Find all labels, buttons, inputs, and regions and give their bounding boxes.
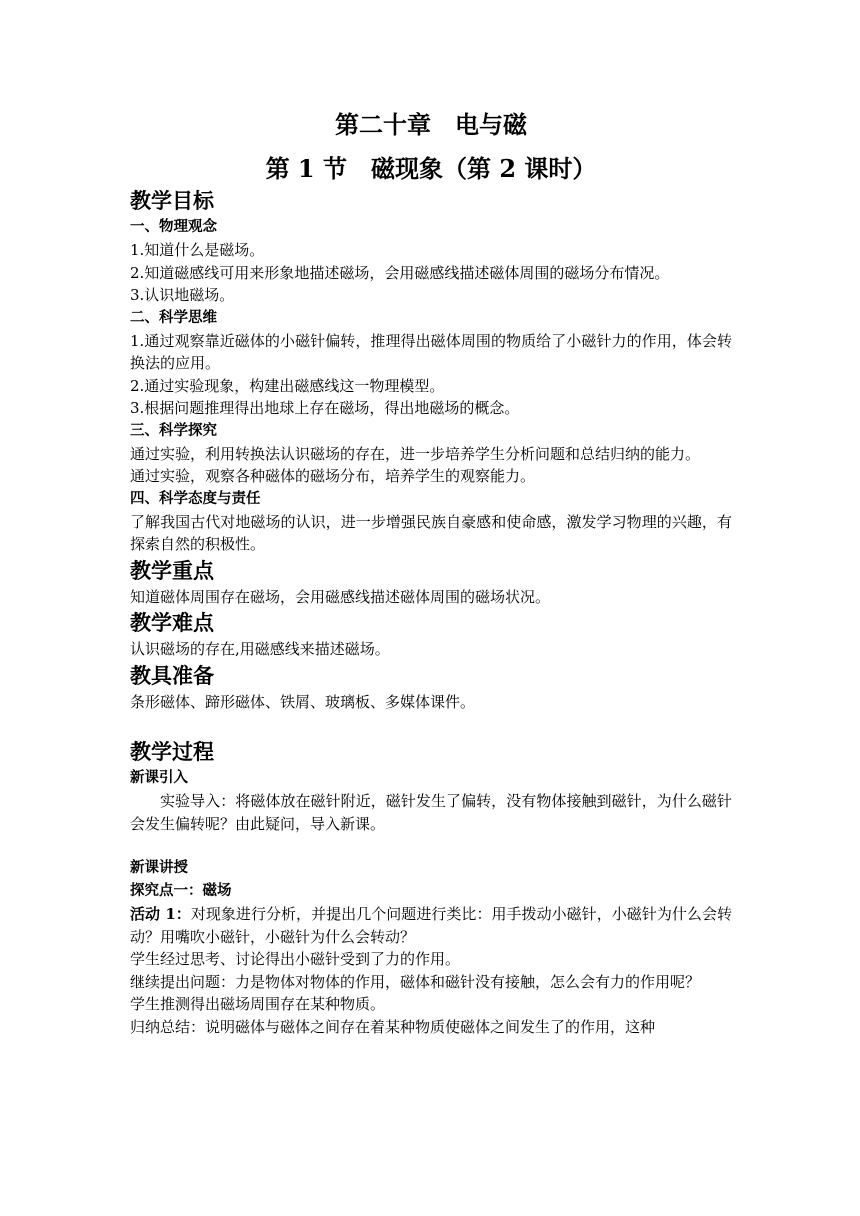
process-line-3: 学生推测得出磁场周围存在某种物质。 bbox=[130, 995, 386, 1013]
difficulties-text: 认识磁场的存在,用磁感线来描述磁场。 bbox=[130, 640, 390, 658]
goals-part-3-item-1: 通过实验，利用转换法认识磁场的存在，进一步培养学生分析问题和总结归纳的能力。 bbox=[130, 444, 701, 463]
process-heading: 教学过程 bbox=[130, 740, 214, 764]
process-line-1: 学生经过思考、讨论得出小磁针受到了力的作用。 bbox=[130, 950, 461, 968]
goals-part-2-item-2: 2.通过实验现象，构建出磁感线这一物理模型。 bbox=[130, 376, 445, 395]
spacer bbox=[130, 835, 732, 857]
materials-heading: 教具准备 bbox=[130, 663, 214, 688]
goals-part-3-title: 三、科学探究 bbox=[130, 422, 217, 439]
activity-1-label: 活动 1： bbox=[130, 905, 191, 923]
goals-part-4-title: 四、科学态度与责任 bbox=[130, 490, 261, 507]
activity-1-text: 对现象进行分析，并提出几个问题进行类比：用手拨动小磁针，小磁针为什么会转动？用嘴吹小磁针，小磁针为什么会转动？ bbox=[130, 905, 732, 946]
materials-text: 条形磁体、蹄形磁体、铁屑、玻璃板、多媒体课件。 bbox=[130, 692, 476, 711]
goals-part-4-item-1: 了解我国古代对地磁场的认识，进一步增强民族自豪感和使命感，激发学习物理的兴趣，有探索自然的积极性。 bbox=[130, 512, 732, 553]
chapter-title: 第二十章 电与磁 bbox=[335, 110, 527, 139]
goals-part-2-item-1: 1.通过观察靠近磁体的小磁针偏转，推理得出磁体周围的物质给了小磁针力的作用，体会转换法的应用。 bbox=[130, 331, 732, 372]
goals-part-2-item-3: 3.根据问题推理得出地球上存在磁场，得出地磁场的概念。 bbox=[130, 399, 520, 417]
goals-part-1-item-2: 2.知道磁感线可用来形象地描述磁场，会用磁感线描述磁体周围的磁场分布情况。 bbox=[130, 263, 670, 282]
intro-text: 实验导入：将磁体放在磁针附近，磁针发生了偏转，没有物体接触到磁针，为什么磁针会发生偏转呢？由此疑问，导入新课。 bbox=[130, 792, 732, 833]
difficulties-heading: 教学难点 bbox=[130, 611, 214, 635]
goals-part-1-item-1: 1.知道什么是磁场。 bbox=[130, 241, 265, 259]
goals-heading: 教学目标 bbox=[130, 189, 214, 213]
key-points-heading: 教学重点 bbox=[130, 558, 214, 583]
goals-part-1-title: 一、物理观念 bbox=[130, 219, 217, 235]
process-line-4: 归纳总结：说明磁体与磁体之间存在着某种物质使磁体之间发生了的作用，这种 bbox=[130, 1017, 656, 1036]
intro-title: 新课引入 bbox=[130, 770, 188, 786]
goals-part-1-item-3: 3.认识地磁场。 bbox=[130, 286, 235, 304]
point1-title: 探究点一：磁场 bbox=[130, 883, 232, 899]
lecture-title: 新课讲授 bbox=[130, 860, 188, 876]
activity-1-paragraph bbox=[130, 903, 732, 948]
goals-part-2-title: 二、科学思维 bbox=[130, 309, 217, 326]
process-line-2: 继续提出问题：力是物体对物体的作用，磁体和磁针没有接触，怎么会有力的作用呢？ bbox=[130, 972, 701, 991]
spacer bbox=[130, 713, 732, 737]
goals-part-3-item-2: 通过实验，观察各种磁体的磁场分布，培养学生的观察能力。 bbox=[130, 467, 536, 485]
key-points-text: 知道磁体周围存在磁场，会用磁感线描述磁体周围的磁场状况。 bbox=[130, 587, 551, 606]
section-title: 第 1 节 磁现象（第 2 课时） bbox=[265, 154, 597, 183]
